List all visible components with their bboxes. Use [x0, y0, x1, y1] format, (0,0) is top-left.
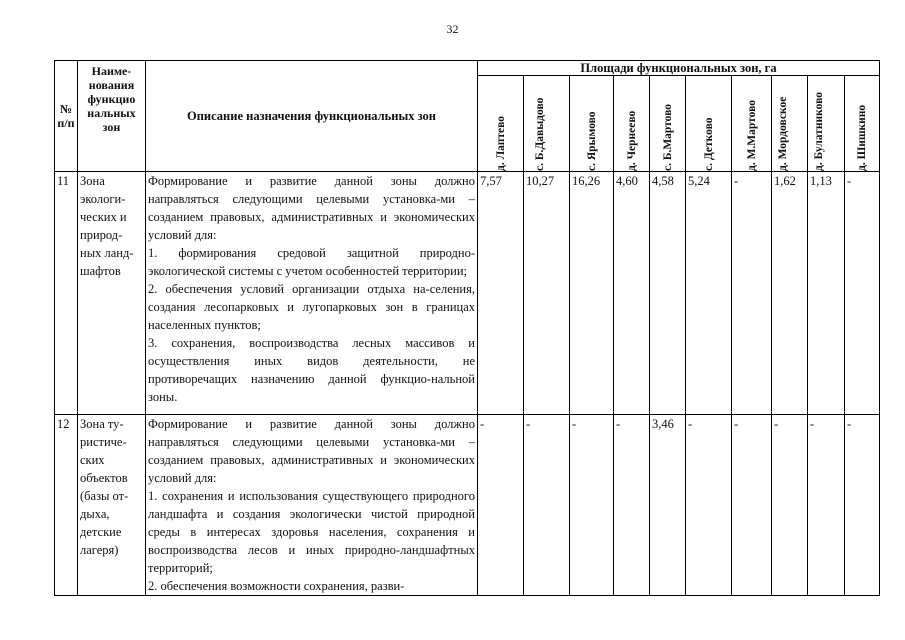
settlement-name: д. Булатниково — [813, 92, 825, 171]
area-value: 3,46 — [650, 415, 686, 596]
area-value: 7,57 — [478, 172, 524, 415]
area-value: - — [732, 172, 772, 415]
settlement-column-header — [570, 76, 614, 172]
settlement-column-header — [686, 76, 732, 172]
area-value: 16,26 — [570, 172, 614, 415]
zone-description: Формирование и развитие данной зоны должно направляться следующими целевыми установка-ми – созданием правовых, административных и экономических условий для: 1. сохранения и использования существующего природного ландшафта и создания экологически чистой природной среды в интересах здоровья населения, сохранения и воспроизводства лесов и иных природно-ландшафтных территорий; 2. обеспечения возможности сохранения, разви- — [146, 415, 478, 596]
settlement-column-header — [732, 76, 772, 172]
table-row — [55, 415, 880, 596]
header-areas-title — [478, 61, 880, 76]
settlement-name: с. Б.Мартово — [661, 103, 674, 171]
settlement-column-header — [614, 76, 650, 172]
zone-name: Зона ту-ристиче-ских объектов (базы от-дыха, детские лагеря) — [78, 415, 146, 596]
area-value: 10,27 — [524, 172, 570, 415]
table-row — [55, 172, 880, 415]
table-header-row — [55, 61, 880, 76]
settlement-name: с. Ярымово — [585, 111, 598, 171]
area-value: - — [614, 415, 650, 596]
header-description-label: Описание назначения функциональных зон — [186, 108, 437, 123]
area-value: - — [732, 415, 772, 596]
settlement-name: д. Чернеево — [625, 110, 638, 171]
header-zone-name-label: Наиме-нования функцио нальных зон — [87, 64, 136, 134]
area-value: - — [772, 415, 808, 596]
functional-zones-table — [54, 60, 880, 596]
settlement-name: д. Шишкино — [856, 104, 868, 171]
settlement-column-header — [845, 76, 880, 172]
page-number: 32 — [446, 22, 459, 36]
area-value: 1,13 — [808, 172, 845, 415]
area-value: - — [845, 415, 880, 596]
header-num-label: № п/п — [57, 102, 75, 130]
row-number: 12 — [55, 415, 78, 596]
settlement-column-header — [772, 76, 808, 172]
area-value: - — [524, 415, 570, 596]
settlement-column-header — [650, 76, 686, 172]
settlement-column-header — [524, 76, 570, 172]
area-value: 4,60 — [614, 172, 650, 415]
area-value: 1,62 — [772, 172, 808, 415]
settlement-name: д. Мордовское — [776, 96, 789, 171]
area-value: - — [845, 172, 880, 415]
settlement-column-header — [808, 76, 845, 172]
settlement-name: с. Детково — [702, 117, 715, 171]
area-value: - — [570, 415, 614, 596]
area-value: 5,24 — [686, 172, 732, 415]
settlement-column-header — [478, 76, 524, 172]
header-num — [55, 61, 78, 172]
area-value: - — [478, 415, 524, 596]
zone-description: Формирование и развитие данной зоны должно направляться следующими целевыми установка-ми – созданием правовых, административных и экономических условий для: 1. формирования средовой защитной природно-экологической системы с учетом особенностей территории; 2. обеспечения условий организации отдыха на-селения, создания лесопарковых и лугопарковых зон в границах населенных пунктов; 3. сохранения, воспроизводства лесных массивов и осуществления иных видов деятельности, не противоречащих назначению данной функцио-нальной зоны. — [146, 172, 478, 415]
zone-name: Зона экологи-ческих и природ-ных ланд-шафтов — [78, 172, 146, 415]
row-number: 11 — [55, 172, 78, 415]
header-description — [146, 61, 478, 172]
area-value: - — [808, 415, 845, 596]
header-zone-name — [78, 61, 146, 172]
area-value: 4,58 — [650, 172, 686, 415]
settlement-name: д. Лаптево — [494, 116, 507, 171]
settlement-name: с. Б.Давыдово — [533, 97, 546, 171]
area-value: - — [686, 415, 732, 596]
header-areas-title-label: Площади функциональных зон, га — [580, 61, 777, 75]
settlement-name: д. М.Мартово — [745, 100, 758, 171]
